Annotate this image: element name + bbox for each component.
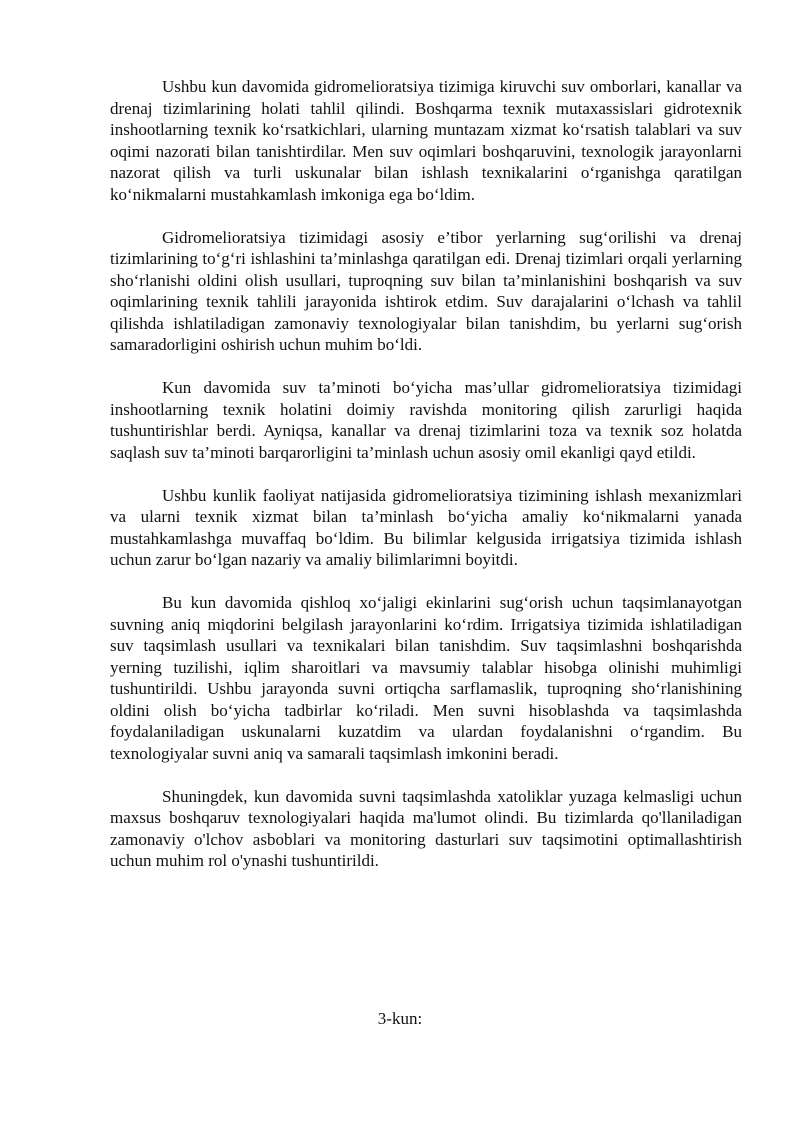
day-heading: 3-kun: (377, 1009, 423, 1028)
paragraph-3: Kun davomida suv ta’minoti boʻyicha mas’ullar gidromelioratsiya tizimidagi inshootlarning texnik holatini doimiy ravishda monitoring qilish zarurligi haqida tushuntirishlar berdi. Ayniqsa, kanallar va drenaj tizimlarini toza va texnik soz holatda saqlash suv ta’minoti barqarorligini ta’minlash uchun asosiy omil ekanligi qayd etildi. (110, 378, 742, 462)
paragraph-5: Bu kun davomida qishloq xoʻjaligi ekinlarini sugʻorish uchun taqsimlanayotgan suvning aniq miqdorini belgilash jarayonlarini koʻrdim. Irrigatsiya tizimida ishlatiladigan suv taqsimlash usullari va texnikalari bilan tanishdim. Suv taqsimlashni boshqarishda yerning tuzilishi, iqlim sharoitlari va mavsumiy talablar hisobga olinishi muhimligi tushuntirildi. Ushbu jarayonda suvni ortiqcha sarflamaslik, tuproqning shoʻrlanishining oldini olish boʻyicha tadbirlar koʻriladi. Men suvni hisoblashda va taqsimlashda foydalaniladigan uskunalarni kuzatdim va ulardan foydalanishni oʻrgandim. Bu texnologiyalar suvni aniq va samarali taqsimlash imkonini beradi. (110, 593, 742, 763)
paragraph-2: Gidromelioratsiya tizimidagi asosiy e’tibor yerlarning sugʻorilishi va drenaj tizimlarining toʻgʻri ishlashini ta’minlashga qaratilgan edi. Drenaj tizimlari orqali yerlarning shoʻrlanishi oldini olish usullari, tuproqning suv bilan ta’minlanishini boshqarish va suv oqimlarining texnik tahlili jarayonida ishtirok etdim. Suv darajalarini oʻlchash va tahlil qilishda ishlatiladigan zamonaviy texnologiyalar bilan tanishdim, bu yerlarni sugʻorish samaradorligini oshirish uchun muhim boʻldi. (110, 227, 742, 354)
paragraph-1: Ushbu kun davomida gidromelioratsiya tizimiga kiruvchi suv omborlari, kanallar va drenaj tizimlarining holati tahlil qilindi. Boshqarma texnik mutaxassislari gidrotexnik inshootlarning texnik koʻrsatkichlari, ularning muntazam xizmat koʻrsatish talablari va suv oqimi nazorati bilan tanishtirdilar. Men suv oqimlari boshqaruvini, texnologik jarayonlarni nazorat qilish va turli uskunalar bilan ishlash texnikalarini oʻrganishga qaratilgan koʻnikmalarni mustahkamlash imkoniga ega boʻldim. (110, 77, 742, 204)
paragraph-4: Ushbu kunlik faoliyat natijasida gidromelioratsiya tizimining ishlash mexanizmlari va ularni texnik xizmat bilan ta’minlash boʻyicha amaliy koʻnikmalarni yanada mustahkamlashga muvaffaq boʻldim. Bu bilimlar kelgusida irrigatsiya tizimida ishlash uchun zarur boʻlgan nazariy va amaliy bilimlarimni boyitdi. (110, 485, 742, 569)
paragraph-6: Shuningdek, kun davomida suvni taqsimlashda xatoliklar yuzaga kelmasligi uchun maxsus boshqaruv texnologiyalari haqida ma'lumot olindi. Bu tizimlarda qo'llaniladigan zamonaviy o'lchov asboblari va monitoring dasturlari suv taqsimotini optimallashtirish uchun muhim rol o'ynashi tushuntirildi. (110, 786, 742, 870)
document-body (110, 76, 742, 893)
